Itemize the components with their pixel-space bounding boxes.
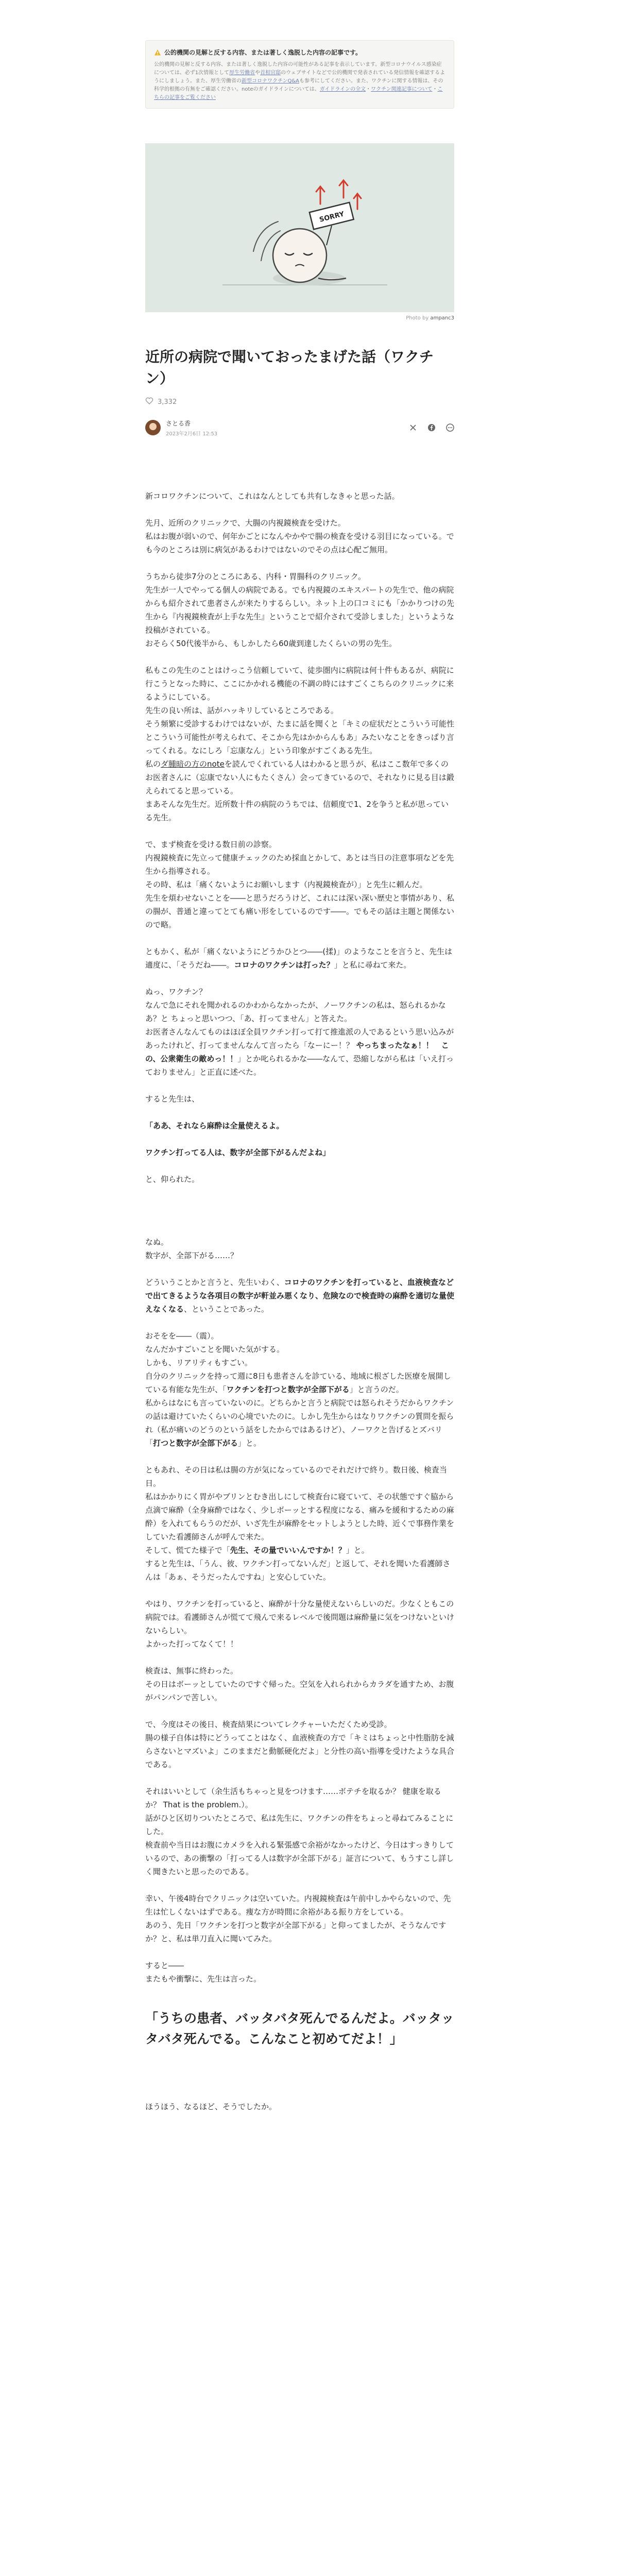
paragraph — [145, 945, 454, 972]
heart-icon[interactable] — [145, 397, 153, 407]
hero-image — [145, 143, 454, 312]
paragraph-text: 、ということであった。 — [184, 1304, 269, 1314]
paragraph — [145, 1329, 454, 1450]
paragraph-text: 先月、近所のクリニックで、大腸の内視鏡検査を受けた。 私はお腹が弱いので、何年かごとになんやかやで腸の検査を受ける羽目になっている。でも今のところは別に病気があるわけではないのでその点は心配ご無用。 — [145, 518, 454, 554]
notice-body — [154, 61, 445, 102]
paragraph — [145, 2100, 454, 2113]
warning-notice — [145, 40, 454, 109]
warning-icon — [154, 49, 161, 56]
paragraph-text: すると―― またもや衝撃に、先生は言った。 — [145, 1961, 262, 1984]
paragraph-text: 検査は、無事に終わった。 その日はボーッとしていたのですぐ帰った。空気を入れられからカラダを通すため、お腹がパンパンで苦しい。 — [145, 1666, 454, 1702]
share-buttons — [409, 423, 454, 432]
emphasis-text: 先生、その量でいいんですか！？ — [230, 1546, 346, 1555]
paragraph-text: なぬ。 数字が、全部下がる……？ — [145, 1238, 238, 1260]
author-row — [145, 416, 454, 439]
paragraph-text: 」と私に尋ねて来た。 — [334, 960, 411, 970]
quote-line — [145, 1119, 454, 1132]
paragraph — [145, 1785, 454, 1878]
notice-text: や — [255, 70, 261, 76]
emphasis-text: コロナのワクチンは打った？ — [234, 960, 334, 970]
vaccine-qa-link[interactable]: 新型コロナワクチンQ&A — [242, 78, 300, 84]
paragraph-text: やはり、ワクチンを打っていると、麻酔が十分な量使えないらしいのだ。少なくともこの病院では。看護師さんが慌てて飛んで来るレベルで後問題は麻酔量に気をつけないといけないらしい。 よかった打ってなくて！！ — [145, 1599, 455, 1649]
notice-title: 公的機関の見解と反する内容、または著しく逸脱した内容の記事です。 — [164, 49, 362, 56]
paragraph-text: で、今度はその後日、検査結果についてレクチャーいただくため受診。 腸の様子自体は特にどうってことはなく、血液検査の方で「キミはちょっと中性脂肪を減らさないとマズいよ」このままだと動脈硬化だよ」と分性の高い指導を受けたような具合である。 — [145, 1720, 455, 1769]
paragraph — [145, 1892, 454, 1945]
paragraph — [145, 1959, 454, 1986]
paragraph — [145, 1718, 454, 1771]
paragraph-text: と、仰られた。 — [145, 1175, 200, 1184]
paragraph — [145, 570, 454, 650]
emphasis-text: ワクチンを打つと数字が全部下がる — [226, 1385, 350, 1394]
avatar[interactable] — [145, 420, 161, 435]
notice-text: ・ — [366, 87, 371, 92]
author-meta — [166, 419, 217, 437]
hero-illustration — [145, 143, 454, 312]
paragraph-text: どういうことかと言うと、先生いわく、 — [145, 1278, 284, 1287]
paragraph-text: ぬっ、ワクチン？ なんで急にそれを聞かれるのかわからなかったが、ノーワクチンの私は、怒られるかな あ？と ちょっと思いつつ、「あ、打ってません」と答えた。 お医者さんなんてものはほぼ全員ワクチン打って打て推進派の人であるという思い込みがあったけれど、打ってませんなんて言ったら「なーにー！？ — [145, 987, 454, 1050]
paragraph — [145, 985, 454, 1079]
notice-text: のウェブサイトなどで公的機関で発表されている発信情報を確認するようにしましょう。また、厚生労働省の — [154, 70, 445, 84]
notice-text: も参考にしてください。また、ワクチンに関する情報は、その科学的根拠の有無をご確認ください。noteのガイドラインについては、 — [154, 78, 443, 92]
notice-text: 公的機関の見解と反する内容、または著しく逸脱した内容の可能性がある記事を表示しています。新型コロナウイルス感染症については、必ず1次情報として — [154, 62, 442, 76]
paragraph-text: 新コロワクチンについて、これはなんとしても共有しなきゃと思った話。 — [145, 492, 400, 501]
paragraph-text: を読んでくれている人はわかると思うが、私はここ数年で多くのお医者さんに（忘康でない人にもたくさん）会ってきているので、それなりに見る目は鍛えられてると思っている。 まあそんな先生だ。近所数十件の病院のうちでは、信頼度で1、2を争うと私が思っている先生。 — [145, 759, 454, 822]
paragraph-text: 」と言うのだ。 私からはなにも言っていないのに。どちらかと言うと病院では怒られそうだからワクチンの話は避けていたくらいの心境でいたのに。しかし先生からはなりワクチンの質問を振られ（私が痛いのどうのという話をしたからではあるけど）、ノーワクと告げるとズバリ「 — [145, 1385, 454, 1448]
paragraph-text: ほうほう、なるほど、そうでしたか。 — [145, 2102, 277, 2111]
x-share-icon[interactable] — [409, 423, 417, 432]
hero-sign-text: SORRY — [318, 210, 346, 224]
vaccine-article-link[interactable]: ワクチン関連記事について — [371, 87, 433, 92]
pull-quote: 「うちの患者、バッタバタ死んでるんだよ。バッタッタバタ死んでる。こんなこと初めてだよ！」 — [145, 2011, 454, 2046]
photo-credit — [145, 315, 454, 321]
author-name[interactable]: さとる香 — [166, 419, 191, 427]
paragraph — [145, 489, 454, 503]
paragraph-text: 」と。 — [238, 1438, 262, 1448]
photographer-link[interactable]: ampanc3 — [430, 315, 454, 321]
paragraph-text: うちから徒歩7分のところにある、内科・胃腸科のクリニック。 先生が一人でやってる個人の病院である。でも内視鏡のエキスパートの先生で、他の病院からも紹介されて患者さんが来たりするらしい。ネット上の口コミにも「かかりつけの先生から『内視鏡検査が上手な先生』ということで紹介されて受診しました」というような投稿がされている。 おそらく50代後半から、もしかしたら60歳到達したくらいの男の先生。 — [145, 572, 455, 648]
paragraph-text: ともあれ、その日は私は腸の方が気になっているのでそれだけで終り。数日後、検査当日。 私はかかりにく胃がやブリンとむき出しにして検査台に寝ていて、その状態ですぐ脇から点滴で麻酔（全身麻酔ではなく、少しボーッとする程度になる、痛みを緩和するための麻酔）を入れてもらうのだが、いざ先生が麻酔をセットしようとした時、近くで事務作業をしていた看護師さんが呼んで来た。 そして、慌てた様子で「 — [145, 1465, 455, 1555]
paragraph — [145, 838, 454, 931]
paragraph-text: すると先生は、 — [145, 1094, 200, 1104]
paragraph — [145, 1597, 454, 1651]
paragraph — [145, 1173, 454, 1186]
paragraph-text: 幸い、午後4時台でクリニックは空いていた。内視鏡検査は午前中しかやらないので、先生は忙しくないはずである。痩な方が時間に余裕がある振り方をしている。 あのう、先日「ワクチンを打つと数字が全部下がる」と仰ってましたが、そうなんですか？と、私は単刀直入に聞いてみた。 — [145, 1894, 451, 1943]
paragraph — [145, 1235, 454, 1262]
paragraph-text: ともかく、私が「痛くないようにどうかひとつ――(揉)」のようなことを言うと、先生は適度に、「そうだね――。 — [145, 947, 453, 970]
paragraph-text: それはいいとして（余生活もちゃっと見をつけます……ボテチを取るか？ 健康を取るか？ That is the problem.）。 話がひと区切りついたところで、私は先生に、ワクチンの件をちょっと尋ねてみることにした。 検査前や当日はお腹にカメラを入れる緊張感で余裕がなかったけど、今日はすっきりしているので、あの衝撃の「打ってる人は数字が全部下がる」証言について、もうすこし詳しく聞きたいと思ったのである。 — [145, 1787, 454, 1876]
quote-line — [145, 1146, 454, 1159]
paragraph-text: 」とか叱られるかな――なんて、恐縮しながら私は「いえ打っておりません」と正直に述べた。 — [145, 1054, 454, 1077]
paragraph-text: で、まず検査を受ける数日前の診察。 内視鏡検査に先立って健康チェックのため採血とかして、あとは当日の注意事項などを先生から指導される。 その時、私は「痛くないようにお願いします（内視鏡検査が）」と先生に頼んだ。 先生を煩わせないことを――と思うだろうけど、これには深い深い歴史と事情があり、私の腸が、普通と違ってとても痛い形をしているのです――。でもその話は主題と関係ないので略。 — [145, 840, 455, 929]
notice-title-row — [154, 48, 445, 57]
paragraph — [145, 1276, 454, 1316]
paragraph — [145, 1092, 454, 1106]
paragraph — [145, 664, 454, 824]
emphasis-text: 打つと数字が全部下がる — [153, 1438, 238, 1448]
post-date: 2023年2月6日 12:53 — [166, 431, 218, 437]
paragraph — [145, 1664, 454, 1704]
guideline-link[interactable]: ガイドラインの全文 — [319, 87, 366, 92]
paragraph-text: おそをを――（震）。 なんだかすごいことを聞いた気がする。 しかも、リアリティもすごい。 自分のクリニックを持って週に8日も患者さんを診ている、地域に根ざした医療を展開している有能な先生が、「 — [145, 1331, 451, 1394]
paragraph — [145, 1463, 454, 1584]
emphasis-text: やっちまったなぁ！！ この、公衆衛生の敵めっ！！ — [145, 1041, 449, 1063]
notice-text: ・ — [432, 87, 438, 92]
paragraph-text: 私もこの先生のことはけっこう信頼していて、徒歩圏内に病院は何十件もあるが、病院に行こうとなった時に、ここにかかれる機能の不調の時にはすごくこちらのクリニックに来るようにしている。 先生の良い所は、話がハッキリしているところである。 そう頻繁に受診するわけではないが、たまに話を聞くと「キミの症状だとこういう可能性とこういう可能性が考えられて、そこから先はかからんもあ」みたいなことをきっぱり言ってくれる。なにしろ「忘康なん」という印象がすごくある先生。 私の — [145, 666, 455, 769]
paragraph — [145, 516, 454, 556]
paragraph-text: 」と。 すると先生は、「うん、彼、ワクチン打ってないんだ」と返して、それを聞いた看護師さんは「あぁ、そうだったんですね」と安心していた。 — [145, 1546, 451, 1582]
emphasis-text: コロナのワクチンを打っていると、血液検査などで出てきるような各項目の数字が軒並み悪くなり、危険なので検査時の麻酔を適切な量使えなくなる — [145, 1278, 455, 1314]
quote-text: ワクチン打ってる人は、数字が全部下がるんだよね」 — [145, 1148, 331, 1157]
more-info-link[interactable]: こちらの記事をご覧ください — [154, 87, 443, 100]
facebook-share-icon[interactable] — [427, 423, 436, 432]
like-count-row[interactable] — [145, 397, 177, 407]
more-share-icon[interactable] — [446, 423, 454, 432]
quote-text: 「ああ、それなら麻酔は全量使えるよ。 — [145, 1121, 284, 1130]
kantei-link[interactable]: 首相官邸 — [260, 70, 281, 76]
mhlw-link[interactable]: 厚生労働省 — [229, 70, 255, 76]
like-count: 3,332 — [158, 398, 177, 406]
article-title: 近所の病院で聞いておったまげた話（ワクチン） — [145, 348, 434, 387]
article-body — [145, 489, 454, 2127]
photo-credit-prefix: Photo by — [406, 315, 429, 321]
note-link[interactable]: ダ腫暗の方のnote — [161, 759, 225, 769]
